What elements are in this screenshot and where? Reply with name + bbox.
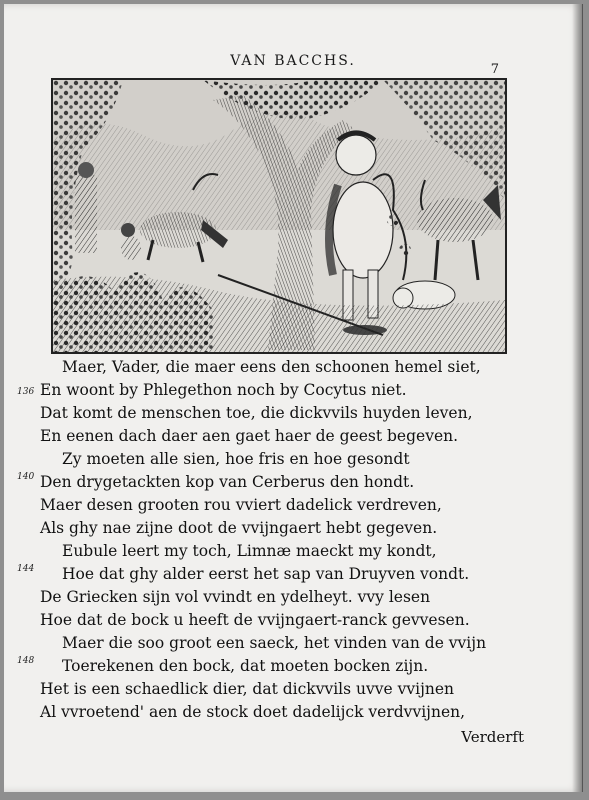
verse-line: En eenen dach daer aen gaet haer de geest begeven. xyxy=(40,427,459,445)
line-number: 136 xyxy=(17,387,35,397)
verse-line: Den drygetackten kop van Cerberus den hondt. xyxy=(40,473,415,491)
verse-line: Zy moeten alle sien, hoe fris en hoe gesondt xyxy=(62,450,410,468)
verse-line: De Griecken sijn vol vvindt en ydelheyt. vvy lesen xyxy=(40,588,431,606)
book-page xyxy=(4,4,582,792)
verse-line: Hoe dat de bock u heeft de vvijngaert-ranck gevvesen. xyxy=(40,611,470,629)
verse-line: Toerekenen den bock, dat moeten bocken zijn. xyxy=(62,657,429,675)
line-number: 144 xyxy=(17,564,35,574)
verse-line: Dat komt de menschen toe, die dickvvils huyden leven, xyxy=(40,404,473,422)
running-head: VAN BACCHS. xyxy=(230,53,356,69)
line-number: 148 xyxy=(17,656,35,666)
verse-block xyxy=(4,4,582,792)
verse-line: Maer die soo groot een saeck, het vinden van de vvijn xyxy=(62,634,487,652)
catchword: Verderft xyxy=(461,728,524,746)
verse-line: Eubule leert my toch, Limnæ maeckt my kondt, xyxy=(62,542,437,560)
verse-line: Al vvroetend' aen de stock doet dadelijck verdvvijnen, xyxy=(40,703,466,721)
verse-line: Het is een schaedlick dier, dat dickvvils uvve vvijnen xyxy=(40,680,455,698)
verse-line: Hoe dat ghy alder eerst het sap van Druyven vondt. xyxy=(62,565,470,583)
verse-line: Maer desen grooten rou vviert dadelick verdreven, xyxy=(40,496,442,514)
verse-line: Maer, Vader, die maer eens den schoonen hemel siet, xyxy=(62,358,481,376)
page-number: 7 xyxy=(490,62,499,77)
verse-line: Als ghy nae zijne doot de vvijngaert hebt gegeven. xyxy=(40,519,438,537)
line-number: 140 xyxy=(17,472,35,482)
verse-line: En woont by Phlegethon noch by Cocytus niet. xyxy=(40,381,407,399)
